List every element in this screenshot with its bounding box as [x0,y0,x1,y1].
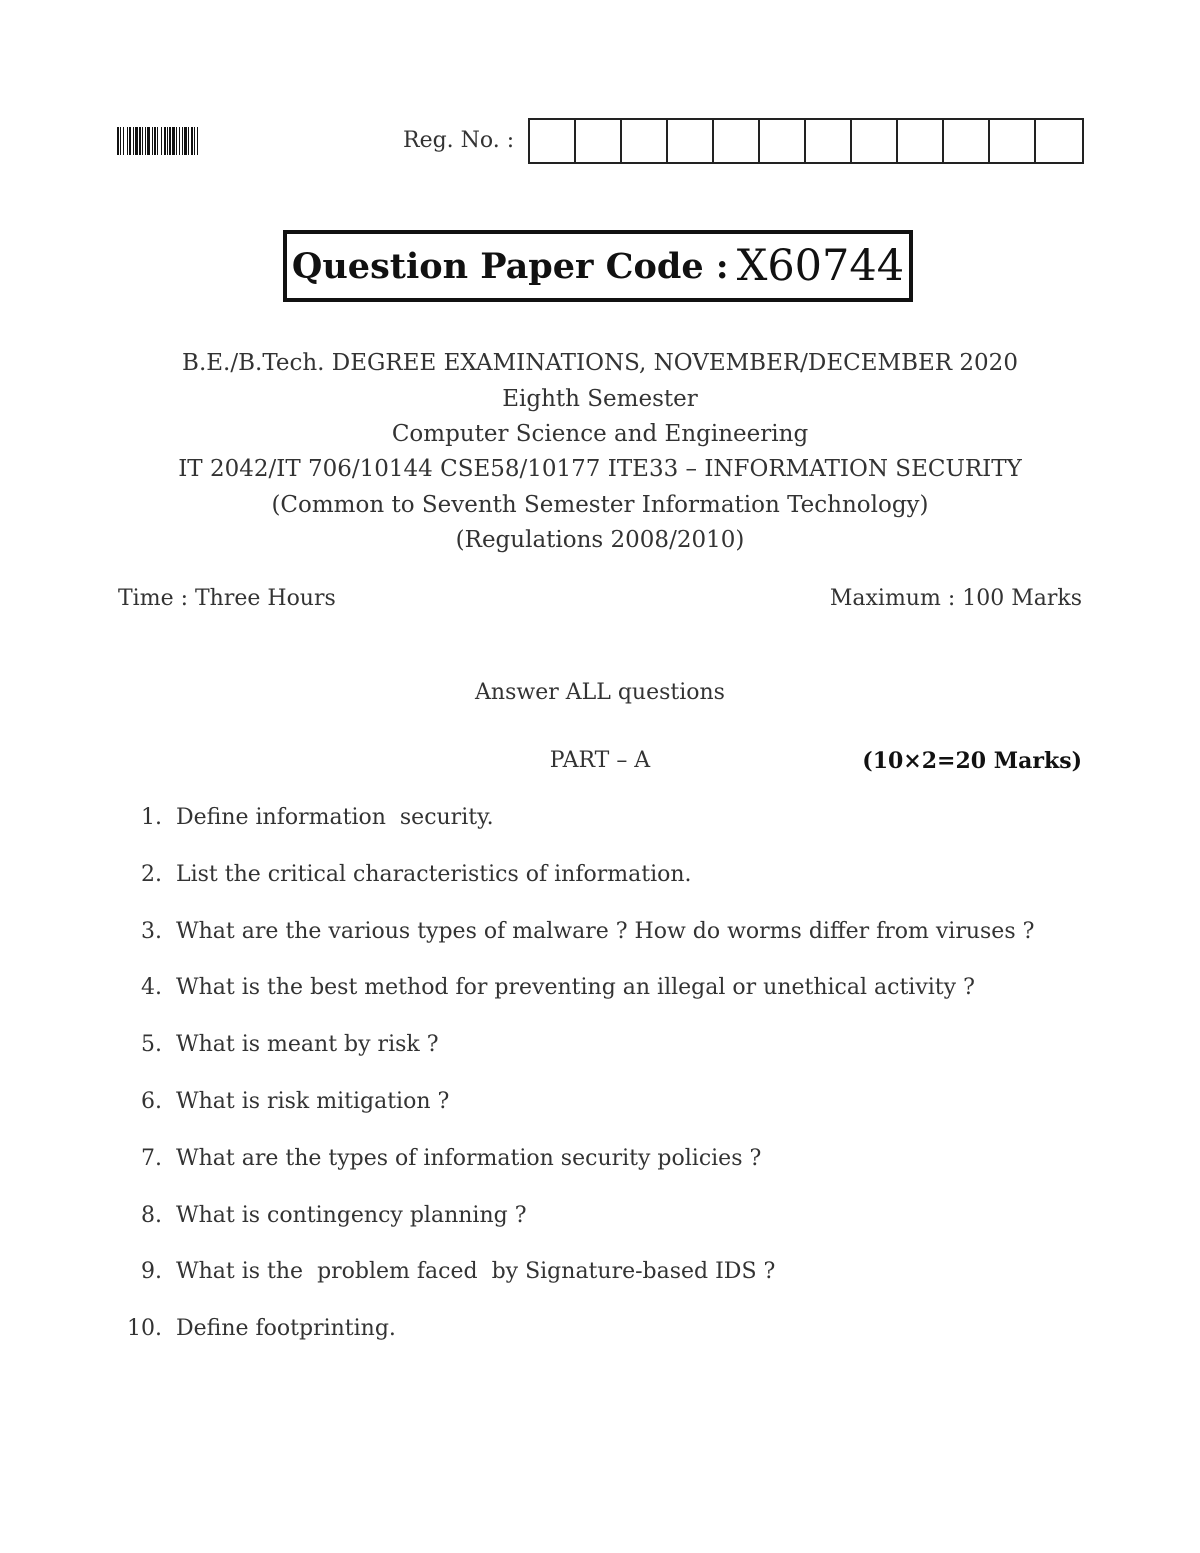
question-number: 9. [141,1259,162,1285]
department-line: Computer Science and Engineering [391,421,809,447]
reg-no-box[interactable] [760,120,806,162]
reg-no-box[interactable] [990,120,1036,162]
question-number: 10. [127,1316,162,1342]
list-item [118,1089,1082,1114]
question-number: 3. [141,918,162,944]
list-item [118,1316,1082,1341]
semester-line: Eighth Semester [502,386,698,412]
question-text: What is contingency planning ? [176,1202,527,1228]
reg-no-box[interactable] [668,120,714,162]
common-to-line: (Common to Seventh Semester Information Technology) [271,492,929,518]
list-item [118,1259,1082,1284]
part-a-heading: PART – A [549,748,651,773]
question-number: 8. [141,1202,162,1228]
maximum-marks-label: Maximum : 100 Marks [829,586,1082,611]
reg-no-box[interactable] [576,120,622,162]
regulations-line: (Regulations 2008/2010) [455,527,745,553]
time-marks-row [118,586,1082,611]
reg-no-boxes[interactable] [528,118,1084,164]
list-item [118,1203,1082,1228]
question-number: 6. [141,1089,162,1114]
question-text: What are the types of information security policies ? [176,1145,762,1171]
question-number: 4. [141,975,162,1001]
reg-no-box[interactable] [944,120,990,162]
reg-no-box[interactable] [714,120,760,162]
list-item [118,919,1082,944]
question-text: What are the various types of malware ? How do worms differ from viruses ? [176,918,1035,944]
list-item [118,1032,1082,1057]
reg-no-box[interactable] [852,120,898,162]
reg-no-box[interactable] [622,120,668,162]
question-paper-code-value: X60744 [736,241,905,291]
barcode-icon [117,127,295,155]
question-text: What is risk mitigation ? [176,1089,450,1114]
question-number: 1. [141,805,162,830]
instruction: Answer ALL questions [475,680,725,705]
list-item [118,862,1082,887]
question-text: What is the best method for preventing an illegal or unethical activity ? [176,975,975,1001]
question-text: Define information security. [176,805,494,830]
reg-no-label: Reg. No. : [403,128,515,153]
course-code-line: IT 2042/IT 706/10144 CSE58/10177 ITE33 – INFORMATION SECURITY [178,456,1022,482]
reg-no-box[interactable] [806,120,852,162]
question-text: Define footprinting. [176,1316,396,1342]
reg-no-box[interactable] [898,120,944,162]
exam-title: B.E./B.Tech. DEGREE EXAMINATIONS, NOVEMBER/DECEMBER 2020 [182,350,1018,376]
list-item [118,975,1082,1000]
question-paper-code-box [283,230,913,302]
question-text: List the critical characteristics of information. [176,861,692,887]
question-text: What is meant by risk ? [176,1032,439,1058]
reg-no-box[interactable] [530,120,576,162]
list-item [118,1146,1082,1171]
part-a-marks: (10×2=20 Marks) [862,748,1082,774]
question-paper-code-label: Question Paper Code : [291,245,729,287]
question-number: 7. [141,1145,162,1171]
question-number: 2. [141,861,162,887]
time-label: Time : Three Hours [118,586,336,611]
list-item [118,805,1082,830]
question-text: What is the problem faced by Signature-based IDS ? [176,1259,776,1285]
question-number: 5. [141,1032,162,1058]
reg-no-box[interactable] [1036,120,1082,162]
